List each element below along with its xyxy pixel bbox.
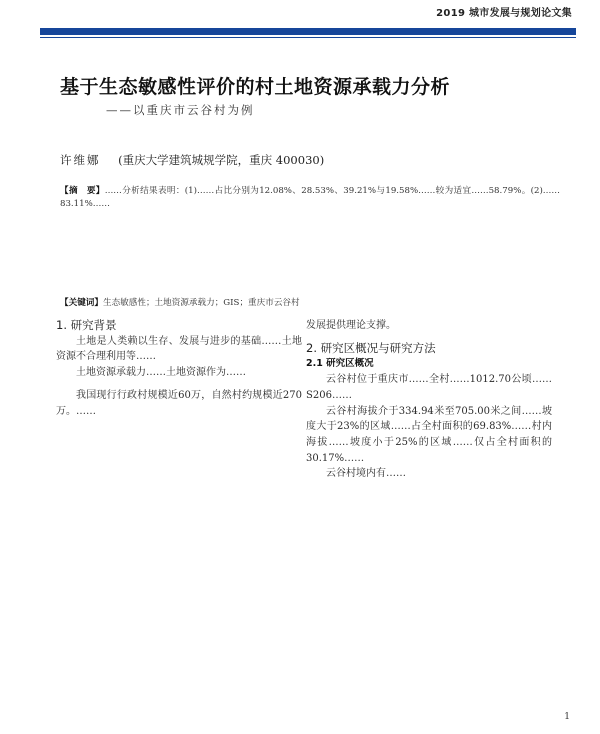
header-stripe [40, 28, 576, 35]
abstract-label: 【摘 要】 [60, 186, 105, 196]
keywords-text: 生态敏感性；土地资源承载力；GIS；重庆市云谷村 [102, 298, 300, 308]
section-2-1-paragraph-3: 云谷村境内有…… [326, 468, 406, 480]
section-1-paragraph-2: 土地资源承载力……土地资源作为…… [76, 367, 246, 379]
author-name: 许维娜 [60, 153, 101, 167]
abstract-text: ……分析结果表明：(1)……占比分别为12.08%、28.53%、39.21%与19.58%……较为适宜……58.79%。(2)……83.11%…… [60, 186, 560, 209]
continued-text: 发展提供理论支撑。 [306, 320, 396, 331]
section-2-1-paragraph-2: 云谷村海拔介于334.94米至705.00米之间……坡度大于23%的区域……占全村面积的69.83%……村内海拔……坡度小于25%的区域……仅占全村面积的30.17%…… [306, 405, 552, 464]
paragraph-gap [306, 334, 552, 341]
abstract [60, 185, 560, 211]
section-2-1-paragraph-1: 云谷村位于重庆市……全村……1012.70公顷……S206…… [306, 374, 552, 401]
left-column [56, 318, 302, 419]
paragraph-gap [56, 381, 302, 388]
keywords-label: 【关键词】 [60, 298, 103, 308]
right-column [306, 318, 552, 482]
paper-subtitle: ——以重庆市云谷村为例 [106, 103, 255, 117]
author-line [60, 152, 324, 168]
section-2-1-heading: 2.1 研究区概况 [306, 358, 374, 370]
journal-header [0, 0, 600, 46]
page-number: 1 [564, 712, 570, 722]
journal-title: 2019 城市发展与规划论文集 [436, 8, 572, 19]
header-rule [40, 37, 576, 38]
author-affiliation: (重庆大学建筑城规学院，重庆 400030) [118, 153, 325, 167]
section-2-heading: 2. 研究区概况与研究方法 [306, 340, 436, 355]
section-1-paragraph-1: 土地是人类赖以生存、发展与进步的基础……土地资源不合理利用等…… [56, 335, 302, 363]
section-1-heading: 1. 研究背景 [56, 318, 117, 332]
section-1-paragraph-3: 我国现行行政村规模近60万，自然村约规模近270万。…… [56, 389, 302, 417]
keywords [60, 296, 560, 308]
paper-title: 基于生态敏感性评价的村土地资源承载力分析 [60, 76, 451, 98]
